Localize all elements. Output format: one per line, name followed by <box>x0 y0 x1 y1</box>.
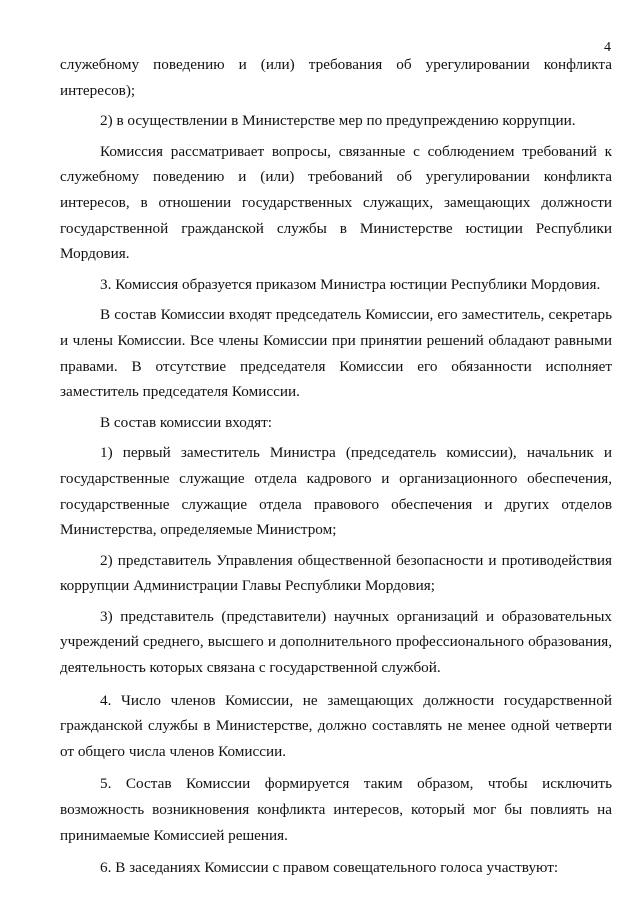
document-body <box>60 52 612 881</box>
paragraph-members-intro: В состав комиссии входят: <box>100 413 273 431</box>
paragraph-continuation: служебному поведению и (или) требования об урегулировании конфликта интересов); <box>60 56 612 99</box>
paragraph-3-formation: 3. Комиссия образуется приказом Министра юстиции Республики Мордовия. <box>100 275 601 293</box>
paragraph-commission-scope: Комиссия рассматривает вопросы, связанные с соблюдением требований к служебному поведению и (или) требований об урегулировании конфликта интересов, в отношении государственных служащих, замещающих должности государственной гражданской службы в Министерстве юстиции Республики Мордовия. <box>60 142 612 263</box>
list-item-2-security-department: 2) представитель Управления общественной безопасности и противодействия коррупции Администрации Главы Республики Мордовия; <box>60 551 612 595</box>
paragraph-6-advisory-vote: 6. В заседаниях Комиссии с правом совещательного голоса участвуют: <box>100 859 559 877</box>
list-item-1-deputy-minister: 1) первый заместитель Министра (председатель комиссии), начальник и государственные служащие отдела кадрового и организационного обеспечения, государственные служащие отдела правового обеспечения и других отделов Министерства, определяемые Министром; <box>60 444 612 539</box>
page-number: 4 <box>604 40 611 55</box>
paragraph-5-conflict-exclusion: 5. Состав Комиссии формируется таким образом, чтобы исключить возможность возникновения конфликта интересов, который мог бы повлиять на принимаемые Комиссией решения. <box>60 775 612 844</box>
list-item-3-scientific-organizations: 3) представитель (представители) научных организаций и образовательных учреждений среднего, высшего и дополнительного профессионального образования, деятельность которых связана с государственной службой. <box>60 607 612 677</box>
paragraph-item-2-prevention: 2) в осуществлении в Министерстве мер по предупреждению коррупции. <box>100 112 576 130</box>
paragraph-commission-composition: В состав Комиссии входят председатель Комиссии, его заместитель, секретарь и члены Комиссии. Все члены Комиссии при принятии решений обладают равными правами. В отсутствие председателя Комиссии его обязанности исполняет заместитель председателя Комиссии. <box>60 306 612 401</box>
paragraph-4-members-quota: 4. Число членов Комиссии, не замещающих должности государственной гражданской службы в Министерстве, должно составлять не менее одной четверти от общего числа членов Комиссии. <box>60 691 612 760</box>
